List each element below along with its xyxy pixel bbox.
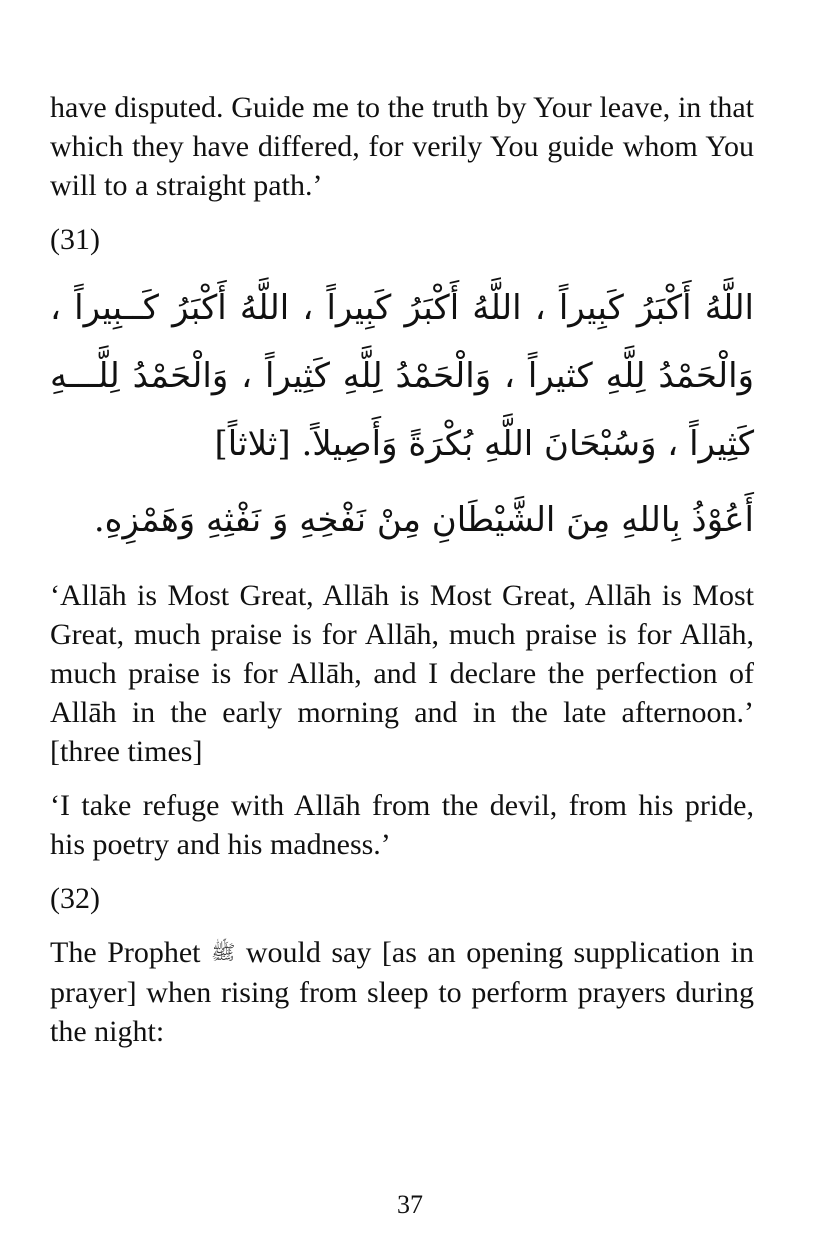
- arabic-takbir-text: اللَّهُ أَكْبَرُ كَبِيراً ، اللَّهُ أَكْبَرُ كَبِيراً ، اللَّهُ أَكْبَرُ كَــبِيراً ، وَالْحَمْدُ لِلَّهِ كثيراً ، وَالْحَمْدُ لِلَّهِ كَثِيراً ، وَالْحَمْدُ لِلَّـــهِ كَثِيراً ، وَسُبْحَانَ اللَّهِ بُكْرَةً وَأَصِيلاً. [ثلاثاً]: [50, 288, 754, 464]
- section-number-31: (31): [50, 223, 100, 256]
- prophet-text-start: The Prophet: [50, 936, 201, 969]
- paragraph-prophet-supplication: [50, 933, 754, 1051]
- section-number-32: (32): [50, 882, 100, 915]
- arabic-refuge-text: أَعُوْذُ بِاللهِ مِنَ الشَّيْطَانِ مِنْ نَفْخِهِ وَ نَفْثِهِ وَهَمْزِهِ.: [93, 500, 754, 540]
- page-number: 37: [397, 1190, 423, 1219]
- paragraph-continuation: have disputed. Guide me to the truth by Your leave, in that which they have differed, for verily You guide whom You will to a straight path.’: [50, 91, 754, 202]
- page-body: [50, 88, 754, 1066]
- prophet-text-end: would say [as an opening supplication in prayer] when rising from sleep to perform prayers during the night:: [50, 936, 755, 1048]
- translation-takbir: ‘Allāh is Most Great, Allāh is Most Great, Allāh is Most Great, much praise is for Allāh, much praise is for Allāh, much praise is for Allāh, and I declare the perfection of Allāh in the early morning and in the late afternoon.’ [three times]: [50, 579, 754, 768]
- translation-refuge: ‘I take refuge with Allāh from the devil, from his pride, his poetry and his madness.’: [50, 789, 754, 861]
- salutation-honorific-icon: ﷺ: [211, 942, 236, 964]
